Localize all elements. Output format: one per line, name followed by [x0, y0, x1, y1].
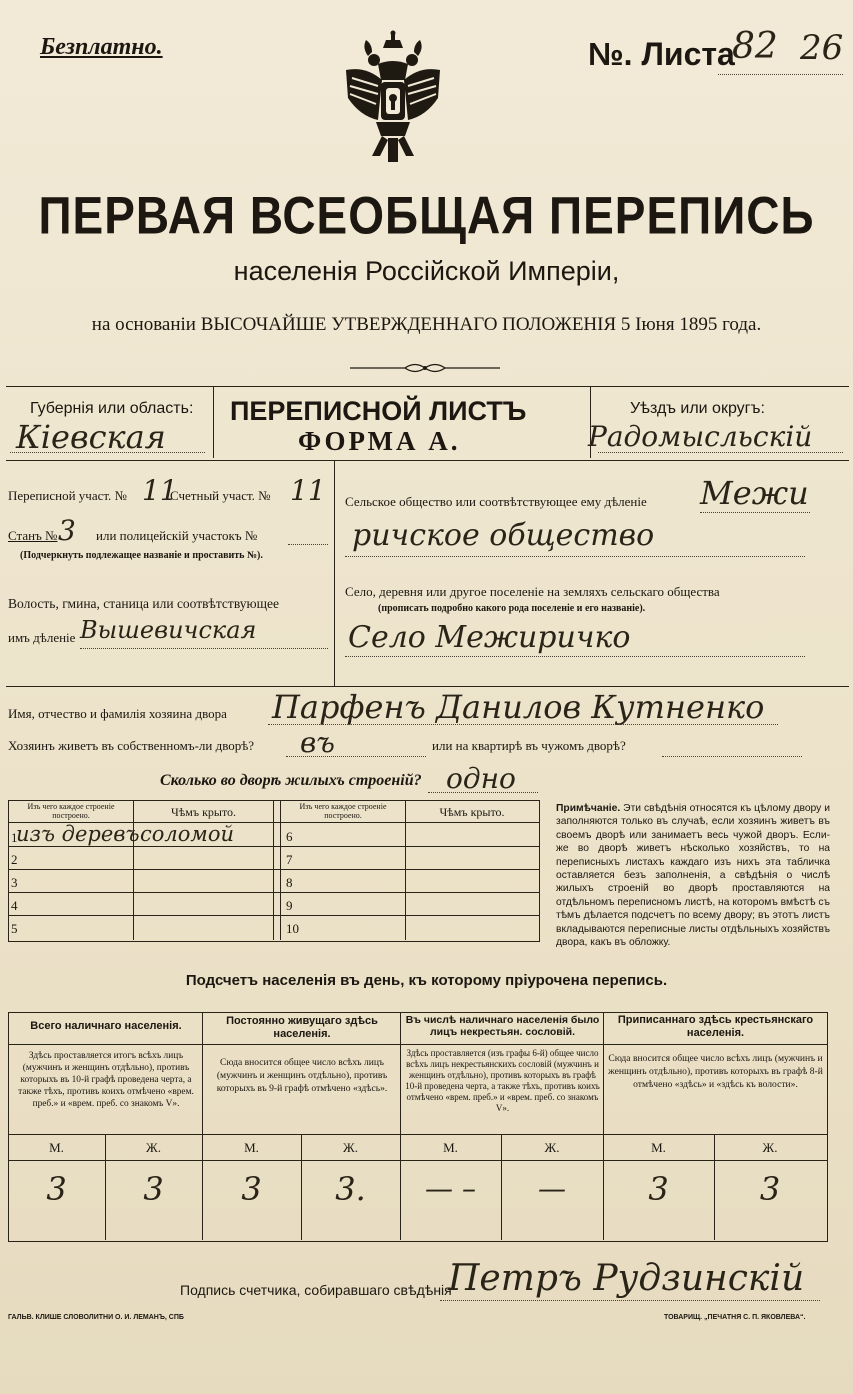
count-district-value: 11 — [290, 474, 326, 507]
page-subtitle: населенія Россійской Имперіи, — [233, 256, 620, 286]
province-underline — [10, 452, 205, 453]
buildings-count-underline — [428, 792, 538, 793]
buildings-count-label: Сколько во дворѣ жилыхъ строеній? — [160, 772, 422, 789]
buildings-col-material: Изъ чего каждое строеніе построено. — [27, 802, 115, 820]
rule — [8, 1160, 827, 1161]
basis-text: на основаніи ВЫСОЧАЙШЕ УТВЕРЖДЕННАГО ПОЛОЖЕНІЯ 5 Іюня 1895 года. — [91, 314, 762, 335]
society-underline-1 — [700, 512, 810, 513]
table-row-number: 5 — [11, 921, 18, 936]
table-row-number: 9 — [286, 898, 293, 913]
rule — [334, 460, 335, 686]
pop-female-value: — — [538, 1172, 566, 1205]
note-text: Эти свѣдѣнія относятся къ цѣлому двору и заполняются только въ случаѣ, если хозяинъ живетъ въ своемъ дворѣ или занимаетъ весь чужой дворъ. Если-же во дворѣ живетъ нѣсколько хозяйствъ, то на переписныхъ листахъ каждаго изъ нихъ эта табличка оставляется безъ заполненія, а свѣдѣнія о числѣ жилыхъ строеній во дворѣ проставляются на отдѣльномъ переписномъ листѣ, на которомъ вмѣстѣ съ тѣмъ дѣлается подсчетъ по всему двору; въ этотъ листъ вкладываются переписные листы отдѣльныхъ хозяйствъ двора, какъ въ обложку. — [556, 803, 831, 949]
village-value: Село Межиричко — [348, 620, 631, 655]
buildings-col-roof: Чѣмъ крыто. — [170, 805, 237, 819]
stan-label: Станъ № — [8, 528, 58, 543]
count-district-label: Счетный участ. № — [170, 488, 271, 503]
owner-rent-label: или на квартирѣ въ чужомъ дворѣ? — [432, 738, 626, 753]
owner-lives-label: Хозяинъ живетъ въ собственномъ-ли дворѣ? — [8, 738, 255, 753]
pop-col-header: Въ числѣ наличнаго населенія было лицъ некрестьян. сословій. — [405, 1014, 600, 1038]
pop-male-header: М. — [49, 1140, 64, 1155]
pop-col-desc: Здѣсь проставляется итогъ всѣхъ лицъ (мужчинъ и женщинъ отдѣльно), противъ которыхъ въ 10-й графѣ проведена черта, а также тѣхъ, противъ коихъ отмѣчено «врем. преб.» и «врем. преб. со знакомъ V». — [18, 1051, 194, 1109]
society-value-1: Межи — [700, 474, 809, 512]
stan-value: 3 — [58, 514, 76, 547]
signature-label: Подпись счетчика, собиравшаго свѣдѣнія — [180, 1282, 452, 1298]
owner-name-label: Имя, отчество и фамилія хозяина двора — [8, 706, 227, 721]
pop-male-header: М. — [244, 1140, 259, 1155]
table-cell-roof: соломой — [140, 822, 234, 846]
police-underline — [288, 544, 328, 545]
rule — [8, 892, 539, 893]
owner-rent-underline — [662, 756, 802, 757]
table-row-number: 1 — [11, 830, 18, 845]
rule — [6, 686, 849, 687]
table-row-number: 4 — [11, 898, 18, 913]
pop-female-header: Ж. — [544, 1140, 560, 1155]
pop-male-header: М. — [443, 1140, 458, 1155]
pop-col-desc: Сюда вносится общее число всѣхъ лицъ (мужчинъ и женщинъ отдѣльно), противъ которыхъ въ графѣ 8-й отмѣчено «здѣсь» и «здѣсь къ волости». — [608, 1053, 823, 1090]
village-underline — [345, 656, 805, 657]
census-district-label: Переписной участ. № — [8, 488, 127, 503]
sheet-number-underline — [718, 74, 843, 75]
table-row-number: 10 — [286, 921, 299, 936]
pop-male-value: 3 — [648, 1170, 669, 1208]
pop-female-value: 3 — [143, 1170, 164, 1208]
rule — [8, 846, 539, 847]
uezd-value: Радомысльскій — [588, 420, 813, 453]
village-label: Село, деревня или другое поселеніе на земляхъ сельскаго общества — [345, 584, 720, 599]
rule — [6, 460, 849, 461]
form-name: ФОРМА А. — [298, 426, 461, 456]
pop-col-desc: Сюда вносится общее число всѣхъ лицъ (мужчинъ и женщинъ отдѣльно), противъ которыхъ въ 9-й графѣ отмѣчено «здѣсь». — [216, 1057, 388, 1094]
printer-left: ГАЛЬВ. КЛИШЕ СЛОВОЛИТНИ О. И. ЛЕМАНЪ, СПБ — [8, 1314, 184, 1321]
table-row-number: 6 — [286, 829, 293, 844]
village-note: (прописать подробно какого рода поселеніе и его названіе). — [378, 603, 646, 614]
rule — [400, 1012, 401, 1240]
table-cell-material: изъ деревъ — [16, 822, 140, 846]
page-title: ПЕРВАЯ ВСЕОБЩАЯ ПЕРЕПИСЬ — [38, 185, 815, 245]
printer-right: ТОВАРИЩ. „ПЕЧАТНЯ С. П. ЯКОВЛЕВА“. — [664, 1314, 806, 1321]
society-underline-2 — [345, 556, 805, 557]
society-value-2: ричское общество — [352, 518, 655, 553]
pop-col-desc: Здѣсь проставляется (изъ графы 6-й) общее число всѣхъ лицъ некрестьянскихъ сословій (мужчинъ и женщинъ отдѣльно), противъ которыхъ въ графѣ 10-й проведена черта, а также тѣхъ, противъ коихъ отмѣчено «врем. преб.» и «врем. преб. со знакомъ V». — [405, 1048, 600, 1113]
owner-name-value: Парфенъ Данилов Кутненко — [272, 688, 765, 726]
volost-value: Вышевичская — [80, 616, 257, 644]
owner-lives-underline — [286, 756, 426, 757]
rule — [8, 915, 539, 916]
police-label: или полицейскій участокъ № — [96, 528, 258, 543]
owner-lives-value: въ — [300, 726, 335, 759]
note-block — [556, 802, 830, 949]
rule — [6, 386, 849, 387]
population-title: Подсчетъ населенія въ день, къ которому пріурочена перепись. — [185, 972, 668, 989]
rule — [8, 1044, 827, 1045]
pop-col-header: Приписаннаго здѣсь крестьянскаго населенія. — [617, 1014, 814, 1039]
pop-female-header: Ж. — [146, 1140, 161, 1155]
rule — [133, 800, 134, 940]
free-label: Безплатно. — [40, 34, 163, 60]
buildings-count-value: одно — [446, 762, 516, 795]
signature-underline — [440, 1300, 820, 1301]
volost-label-2: имъ дѣленіе — [8, 630, 76, 645]
rule — [405, 800, 406, 940]
pop-male-value: 3 — [46, 1170, 67, 1208]
pop-female-header: Ж. — [343, 1140, 358, 1155]
underline-note: (Подчеркнуть подлежащее названіе и проставить №). — [20, 550, 263, 561]
table-row-number: 3 — [11, 875, 18, 890]
pop-col-header: Постоянно живущаго здѣсь населенія. — [226, 1015, 378, 1040]
uezd-underline — [598, 452, 843, 453]
table-row-number: 8 — [286, 875, 293, 890]
census-district-value: 11 — [142, 474, 178, 507]
pop-male-header: М. — [651, 1140, 666, 1155]
form-title: ПЕРЕПИСНОЙ ЛИСТЪ — [230, 396, 527, 426]
coat-of-arms-icon — [338, 30, 448, 170]
rule — [8, 1134, 827, 1135]
sheet-number-value: 82 — [732, 26, 778, 67]
society-label: Сельское общество или соотвѣтствующее ему дѣленіе — [345, 494, 647, 509]
table-row-number: 2 — [11, 852, 18, 867]
province-value: Кіевская — [16, 418, 166, 456]
rule — [280, 800, 281, 940]
signature-value: Петръ Рудзинскій — [448, 1258, 805, 1299]
province-label: Губернія или область: — [30, 400, 194, 417]
sheet-number-label: №. Листа — [588, 36, 735, 72]
pop-female-value: 3 — [759, 1170, 781, 1208]
buildings-col-roof-2: Чѣмъ крыто. — [439, 805, 505, 819]
table-row-number: 7 — [286, 852, 293, 867]
rule — [273, 800, 274, 940]
pop-female-header: Ж. — [762, 1140, 778, 1155]
pop-female-value: 3. — [335, 1170, 366, 1208]
rule — [213, 386, 214, 458]
volost-label: Волость, гмина, станица или соотвѣтствующее — [8, 596, 279, 611]
pop-male-value: 3 — [241, 1170, 262, 1208]
buildings-col-material-2: Изъ чего каждое строеніе построено. — [299, 802, 387, 820]
rule — [8, 869, 539, 870]
owner-name-underline — [268, 724, 778, 725]
pop-col-header: Всего наличнаго населенія. — [30, 1020, 182, 1032]
note-heading: Примѣчаніе. — [556, 803, 621, 814]
uezd-label: Уѣздъ или округъ: — [630, 400, 765, 417]
pop-male-value: — – — [425, 1172, 476, 1205]
ornament-divider — [350, 360, 500, 376]
sheet-number-extra: 26 — [800, 28, 844, 68]
volost-underline — [80, 648, 328, 649]
